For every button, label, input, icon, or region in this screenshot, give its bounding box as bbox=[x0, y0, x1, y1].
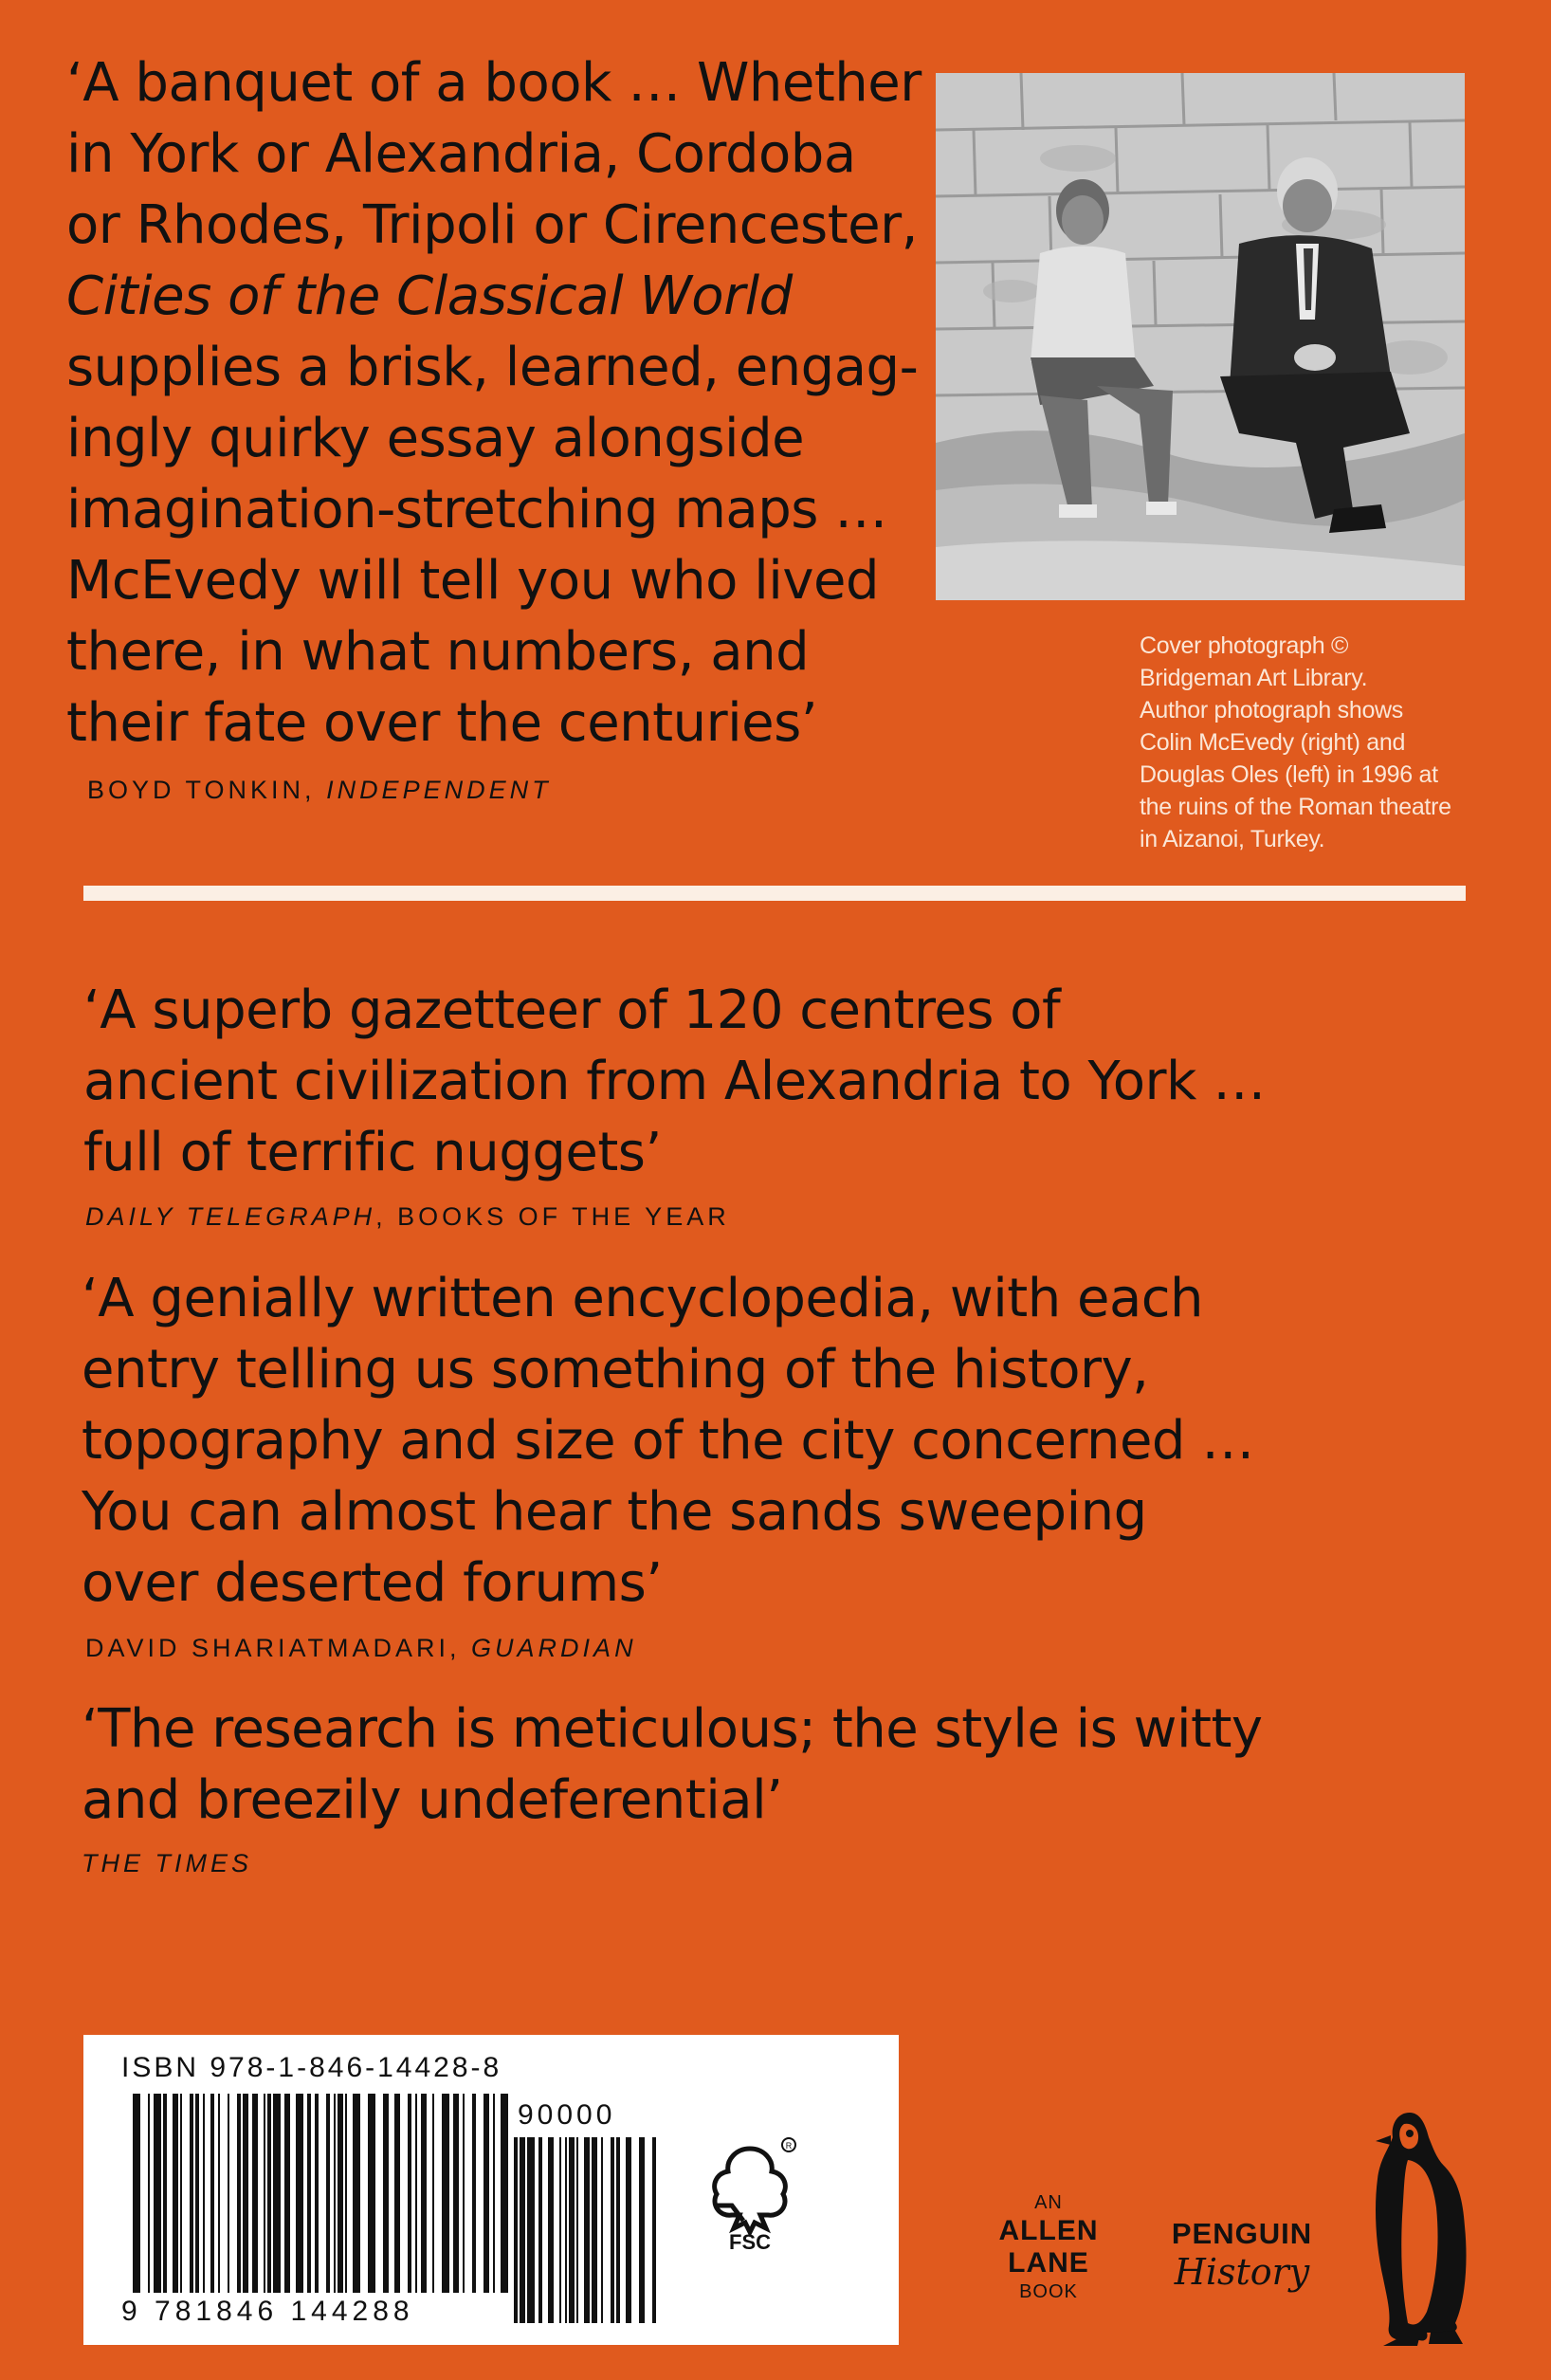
barcode-bar bbox=[514, 2137, 518, 2323]
penguin-logo-icon bbox=[1370, 2103, 1474, 2353]
barcode-bar bbox=[559, 2137, 561, 2323]
barcode-bar bbox=[368, 2094, 375, 2293]
caption-line: the ruins of the Roman theatre bbox=[1140, 794, 1451, 820]
barcode-bar bbox=[616, 2137, 620, 2323]
barcode-bar bbox=[315, 2094, 319, 2293]
allen-lane-imprint bbox=[992, 2190, 1105, 2304]
barcode-bar bbox=[576, 2137, 578, 2323]
source-author: BOYD TONKIN, bbox=[87, 776, 327, 804]
barcode-bar bbox=[338, 2094, 343, 2293]
quote-line: entry telling us something of the history, bbox=[82, 1339, 1149, 1401]
imprint-allen: ALLEN bbox=[998, 2215, 1099, 2246]
barcode-bar bbox=[326, 2094, 330, 2293]
barcode-bar bbox=[353, 2094, 360, 2293]
barcode-bar bbox=[154, 2094, 161, 2293]
barcode-bar bbox=[218, 2094, 220, 2293]
barcode-bar bbox=[421, 2094, 427, 2293]
barcode-bar bbox=[345, 2094, 347, 2293]
quote-line: full of terrific nuggets’ bbox=[83, 1122, 662, 1183]
barcode-bar bbox=[267, 2094, 271, 2293]
quote-line: ‘A genially written encyclopedia, with each bbox=[82, 1268, 1204, 1329]
svg-text:FSC: FSC bbox=[729, 2230, 771, 2253]
barcode-bar bbox=[190, 2094, 193, 2293]
barcode-bar bbox=[592, 2137, 597, 2323]
barcode-bar bbox=[334, 2094, 336, 2293]
source-author: , BOOKS OF THE YEAR bbox=[375, 1202, 730, 1231]
quote-line: in York or Alexandria, Cordoba bbox=[66, 123, 856, 185]
source-publication: THE TIMES bbox=[82, 1849, 253, 1877]
book-title: Cities of the Classical World bbox=[66, 265, 793, 327]
author-photo-image bbox=[936, 73, 1465, 600]
caption-line: Author photograph shows bbox=[1140, 697, 1404, 723]
horizontal-divider bbox=[83, 886, 1466, 901]
review-quote-independent bbox=[66, 47, 921, 759]
barcode-bar bbox=[195, 2094, 199, 2293]
barcode-bar bbox=[383, 2094, 389, 2293]
caption-line: in Aizanoi, Turkey. bbox=[1140, 826, 1325, 852]
quote-line: You can almost hear the sands sweeping bbox=[82, 1481, 1147, 1543]
series-publisher: PENGUIN bbox=[1171, 2217, 1313, 2250]
penguin-icon bbox=[1370, 2103, 1474, 2350]
quote-line: topography and size of the city concerned … bbox=[82, 1410, 1254, 1472]
barcode-bar bbox=[652, 2137, 656, 2323]
barcode-bar bbox=[284, 2094, 290, 2293]
barcode-bar bbox=[538, 2137, 542, 2323]
quote-source bbox=[87, 776, 552, 805]
imprint-lane: LANE bbox=[1008, 2247, 1089, 2279]
isbn-number: ISBN 978-1-846-14428-8 bbox=[121, 2052, 502, 2083]
barcode-bar bbox=[611, 2137, 614, 2323]
barcode-panel bbox=[83, 2035, 899, 2345]
quote-line: and breezily undeferential’ bbox=[82, 1769, 783, 1831]
quote-line: ancient civilization from Alexandria to York … bbox=[83, 1051, 1266, 1112]
barcode-bar bbox=[639, 2137, 645, 2323]
fsc-logo bbox=[698, 2130, 802, 2257]
quote-source bbox=[85, 1202, 730, 1232]
source-author: DAVID SHARIATMADARI, bbox=[85, 1634, 472, 1662]
quote-line: ingly quirky essay alongside bbox=[66, 408, 805, 469]
barcode-bar bbox=[252, 2094, 258, 2293]
quote-line: there, in what numbers, and bbox=[66, 621, 810, 683]
penguin-history-series bbox=[1147, 2217, 1337, 2293]
barcode-bar bbox=[228, 2094, 229, 2293]
barcode-bar bbox=[307, 2094, 311, 2293]
barcode-bar bbox=[442, 2094, 449, 2293]
barcode-bar bbox=[173, 2094, 178, 2293]
barcode-bar bbox=[296, 2094, 303, 2293]
imprint-an: AN bbox=[1034, 2192, 1063, 2213]
barcode-bar bbox=[273, 2094, 281, 2293]
barcode-bar bbox=[180, 2094, 182, 2293]
barcode-bar bbox=[243, 2094, 248, 2293]
quote-source bbox=[85, 1634, 637, 1663]
imprint-book: BOOK bbox=[1019, 2281, 1078, 2302]
quote-line: supplies a brisk, learned, engag- bbox=[66, 337, 919, 398]
barcode-bar bbox=[463, 2094, 465, 2293]
barcode-bar bbox=[210, 2094, 214, 2293]
quote-line: imagination-stretching maps … bbox=[66, 479, 887, 540]
barcode-bar bbox=[264, 2094, 265, 2293]
barcode-bar bbox=[569, 2137, 575, 2323]
photo-caption bbox=[1140, 630, 1481, 855]
barcode-bar bbox=[408, 2094, 411, 2293]
barcode-bar bbox=[415, 2094, 417, 2293]
source-publication: GUARDIAN bbox=[471, 1634, 637, 1662]
barcode-bar bbox=[501, 2094, 508, 2293]
quote-line: their fate over the centuries’ bbox=[66, 692, 818, 754]
review-quote-times bbox=[82, 1693, 1263, 1836]
barcode-bar bbox=[584, 2137, 590, 2323]
quote-line: McEvedy will tell you who lived bbox=[66, 550, 879, 612]
caption-line: Bridgeman Art Library. bbox=[1140, 665, 1368, 691]
ean-barcode bbox=[133, 2094, 512, 2293]
caption-line: Douglas Oles (left) in 1996 at bbox=[1140, 761, 1438, 788]
barcode-bar bbox=[484, 2094, 489, 2293]
barcode-bar bbox=[548, 2137, 554, 2323]
quote-line-book-title bbox=[66, 261, 921, 332]
quote-line: or Rhodes, Tripoli or Cirencester, bbox=[66, 194, 918, 256]
barcode-bar bbox=[394, 2094, 400, 2293]
barcode-bar bbox=[432, 2094, 434, 2293]
fsc-tree-icon bbox=[698, 2130, 802, 2253]
barcode-bar bbox=[472, 2094, 476, 2293]
barcode-bar bbox=[148, 2094, 150, 2293]
source-publication: INDEPENDENT bbox=[326, 776, 552, 804]
series-line: History bbox=[1174, 2251, 1310, 2293]
barcode-bar bbox=[453, 2094, 459, 2293]
review-quote-guardian bbox=[82, 1263, 1254, 1619]
author-photograph bbox=[936, 73, 1465, 600]
source-publication: DAILY TELEGRAPH bbox=[85, 1202, 376, 1231]
barcode-bar bbox=[493, 2094, 495, 2293]
svg-text:R: R bbox=[785, 2141, 793, 2151]
barcode-bar bbox=[203, 2094, 205, 2293]
quote-line: over deserted forums’ bbox=[82, 1552, 663, 1614]
addon-barcode bbox=[514, 2137, 666, 2323]
ean-digits: 9 781846 144288 bbox=[121, 2296, 414, 2327]
review-quote-telegraph bbox=[83, 975, 1266, 1188]
quote-line: ‘The research is meticulous; the style is witty bbox=[82, 1698, 1263, 1760]
caption-line: Cover photograph © bbox=[1140, 632, 1349, 659]
barcode-bar bbox=[520, 2137, 525, 2323]
barcode-bar bbox=[565, 2137, 567, 2323]
barcode-bar bbox=[237, 2094, 241, 2293]
caption-line: Colin McEvedy (right) and bbox=[1140, 729, 1406, 756]
quote-line: ‘A superb gazetteer of 120 centres of bbox=[83, 979, 1061, 1041]
quote-source bbox=[82, 1849, 252, 1878]
addon-digits: 90000 bbox=[518, 2099, 616, 2131]
barcode-bar bbox=[527, 2137, 535, 2323]
barcode-bar bbox=[133, 2094, 140, 2293]
barcode-bar bbox=[626, 2137, 631, 2323]
barcode-bar bbox=[601, 2137, 603, 2323]
quote-line: ‘A banquet of a book … Whether bbox=[66, 52, 921, 114]
barcode-bar bbox=[163, 2094, 167, 2293]
